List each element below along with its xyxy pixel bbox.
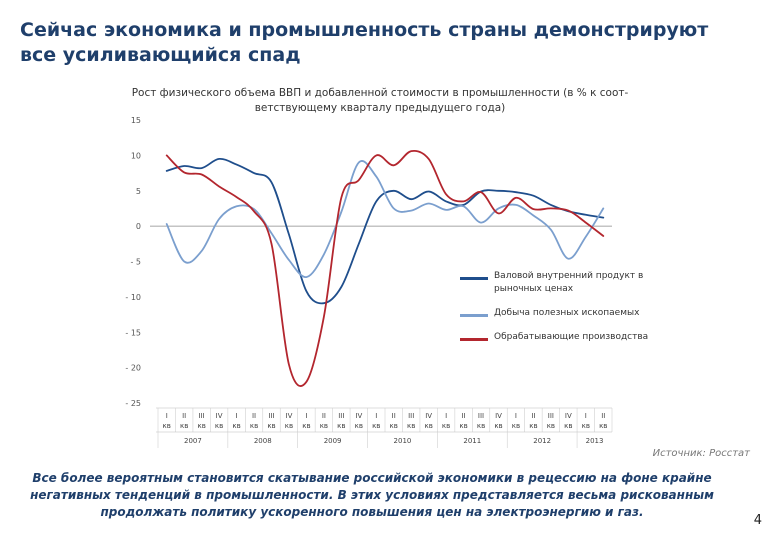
x-tick-label: IV кв: [564, 412, 573, 430]
x-tick-label: I кв: [232, 412, 241, 430]
x-tick-label: III кв: [337, 412, 346, 430]
x-tick-label: III кв: [407, 412, 416, 430]
year-label: 2007: [184, 437, 202, 445]
y-tick-label: 15: [130, 116, 141, 125]
x-tick-label: III кв: [476, 412, 486, 430]
x-tick-label: I кв: [511, 412, 521, 430]
series-line-mining: [167, 161, 604, 277]
x-tick-label: I кв: [581, 412, 590, 430]
year-label: 2011: [463, 437, 482, 445]
y-tick-label: 5: [135, 186, 141, 196]
x-tick-label: I кв: [441, 412, 451, 430]
x-tick-label: II кв: [249, 412, 259, 430]
year-label: 2012: [533, 437, 552, 445]
legend-label-mining: Добыча полезных ископаемых: [494, 308, 640, 318]
x-tick-label: III кв: [546, 412, 556, 430]
x-tick-label: II кв: [180, 412, 189, 430]
legend: [460, 270, 650, 355]
x-tick-label: IV кв: [424, 412, 433, 430]
x-axis: [156, 408, 612, 448]
y-axis: [125, 116, 612, 408]
y-tick-label: 10: [130, 151, 141, 161]
chart-title: Рост физического объема ВВП и добавленной стоимости в промышленности (в % к соот-ветствующему кварталу предыдущего года): [131, 87, 629, 114]
legend-swatch-mining: [460, 314, 488, 317]
y-tick-label: - 15: [125, 328, 141, 338]
source-note: Источник: Росстат: [652, 448, 750, 459]
x-tick-label: III кв: [267, 412, 276, 430]
year-label: 2008: [253, 437, 272, 445]
legend-item-mining: [460, 307, 650, 320]
x-tick-label: IV кв: [354, 412, 363, 430]
slide-title: Сейчас экономика и промышленность страны демонстрируют все усиливающийся спад: [20, 19, 709, 66]
x-tick-label: II кв: [319, 412, 329, 430]
x-tick-label: II кв: [459, 412, 468, 430]
x-tick-label: IV кв: [214, 412, 224, 430]
legend-label-manufacturing: Обрабатывающие производства: [494, 332, 649, 342]
year-label: 2013: [585, 437, 604, 445]
x-tick-label: I кв: [372, 412, 381, 430]
x-tick-label: I кв: [302, 412, 311, 430]
year-label: 2009: [323, 437, 342, 445]
legend-swatch-manufacturing: [460, 338, 488, 341]
x-tick-label: II кв: [529, 412, 538, 430]
legend-item-manufacturing: [460, 331, 650, 344]
legend-label-gdp: Валовой внутренний продукт в рыночных ценах: [494, 271, 644, 294]
legend-item-gdp: [460, 270, 650, 296]
x-tick-label: I кв: [162, 412, 171, 430]
year-label: 2010: [393, 437, 412, 445]
legend-swatch-gdp: [460, 277, 488, 280]
x-tick-label: II кв: [389, 412, 398, 430]
y-tick-label: - 10: [125, 292, 141, 302]
y-tick-label: - 20: [125, 363, 141, 373]
footnote-text: Все более вероятным становится скатывание российской экономики в рецессию на фоне крайне негативных тенденций в промышленности. В этих условиях представляется весьма рискованным продолжать политику ускоренного повышения цен на электроэнергию и газ.: [30, 471, 714, 519]
x-tick-label: IV кв: [494, 412, 503, 430]
x-tick-label: IV кв: [284, 412, 294, 430]
y-tick-label: - 5: [130, 257, 141, 267]
x-tick-label: II кв: [599, 412, 608, 430]
y-tick-label: 0: [135, 222, 141, 232]
x-tick-label: III кв: [197, 412, 206, 430]
slide-number: 4: [753, 513, 762, 528]
y-tick-label: - 25: [125, 399, 141, 408]
